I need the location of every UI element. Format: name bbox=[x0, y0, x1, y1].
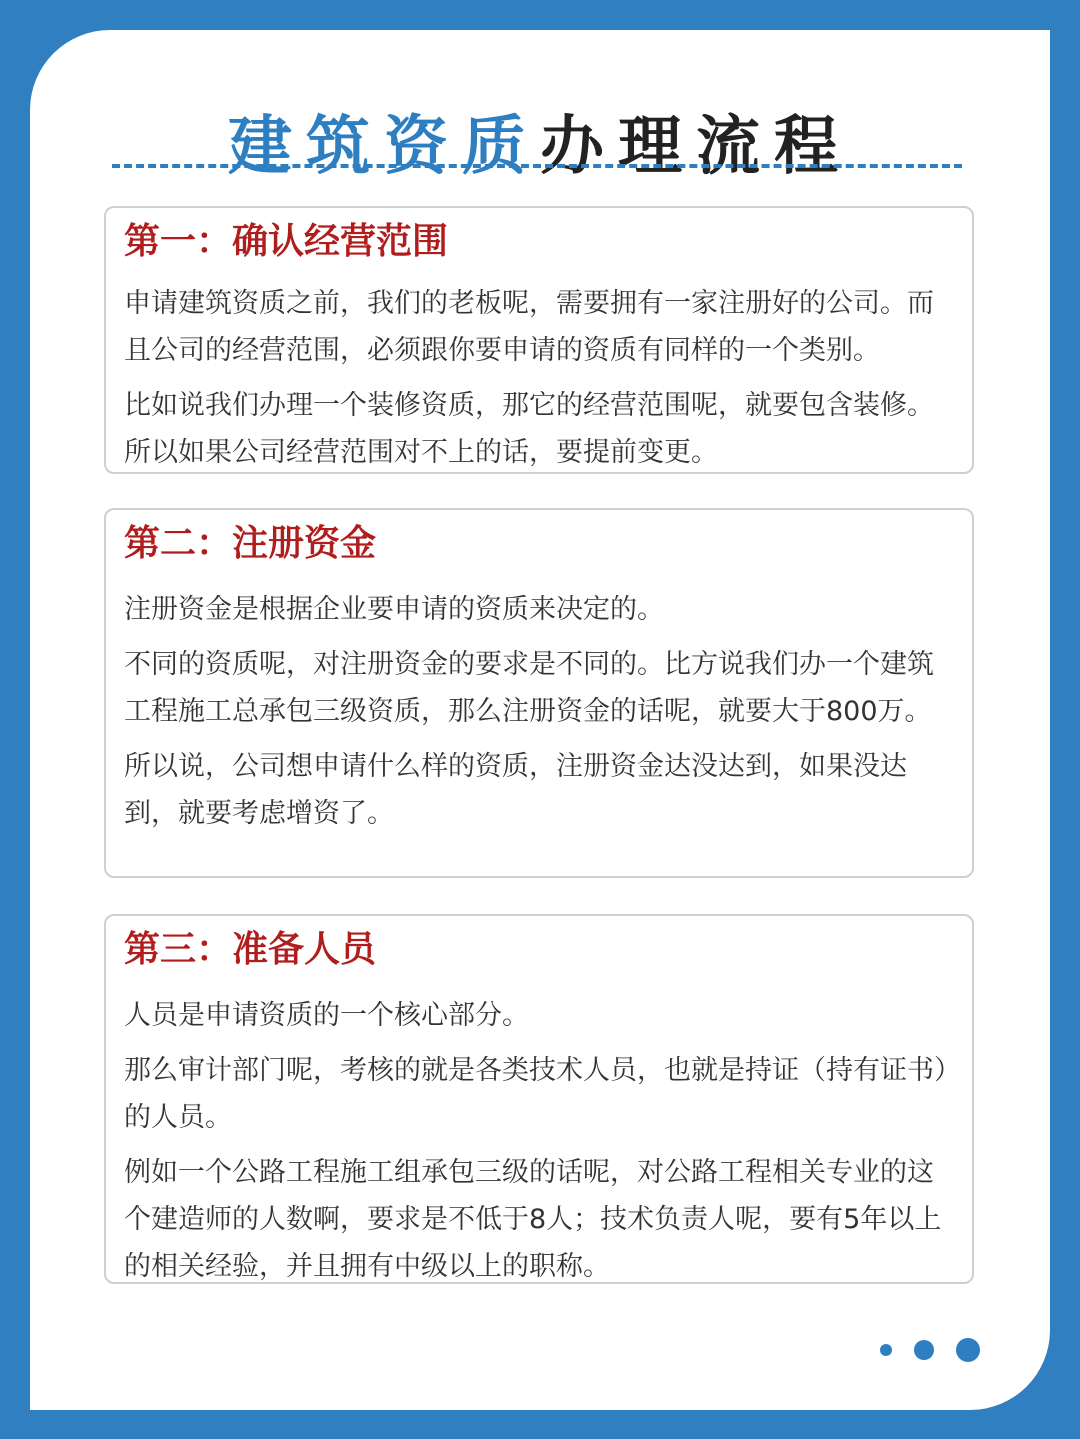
section-heading: 第三：准备人员 bbox=[124, 929, 377, 970]
section-paragraph: 所以说，公司想申请什么样的资质，注册资金达没达到，如果没达到，就要考虑增资了。 bbox=[124, 751, 907, 829]
section-paragraph: 比如说我们办理一个装修资质，那它的经营范围呢，就要包含装修。所以如果公司经营范围对不上的话，要提前变更。 bbox=[124, 390, 934, 468]
section-personnel bbox=[104, 914, 974, 1284]
section-registered-capital bbox=[104, 508, 974, 878]
section-paragraph: 注册资金是根据企业要申请的资质来决定的。 bbox=[124, 594, 664, 625]
decorative-dots bbox=[880, 1338, 980, 1362]
section-heading: 第二：注册资金 bbox=[124, 523, 377, 564]
section-paragraph: 那么审计部门呢，考核的就是各类技术人员，也就是持证（持有证书）的人员。 bbox=[124, 1055, 948, 1133]
section-heading: 第一：确认经营范围 bbox=[124, 221, 449, 262]
section-paragraph: 申请建筑资质之前，我们的老板呢，需要拥有一家注册好的公司。而且公司的经营范围，必须跟你要申请的资质有同样的一个类别。 bbox=[124, 288, 934, 366]
section-business-scope bbox=[104, 206, 974, 474]
section-paragraph: 人员是申请资质的一个核心部分。 bbox=[124, 1000, 529, 1031]
section-paragraph: 不同的资质呢，对注册资金的要求是不同的。比方说我们办一个建筑工程施工总承包三级资质，那么注册资金的话呢，就要大于800万。 bbox=[124, 649, 934, 727]
title-part-dark: 办理流程 bbox=[540, 110, 852, 184]
title-divider bbox=[112, 164, 962, 168]
page-title bbox=[30, 102, 1050, 192]
title-part-blue: 建筑资质 bbox=[228, 110, 540, 184]
dot-large bbox=[956, 1338, 980, 1362]
content-card bbox=[30, 30, 1050, 1410]
dot-small bbox=[880, 1344, 892, 1356]
section-paragraph: 例如一个公路工程施工组承包三级的话呢，对公路工程相关专业的这个建造师的人数啊，要求是不低于8人；技术负责人呢，要有5年以上的相关经验，并且拥有中级以上的职称。 bbox=[124, 1157, 942, 1282]
dot-medium bbox=[914, 1340, 934, 1360]
